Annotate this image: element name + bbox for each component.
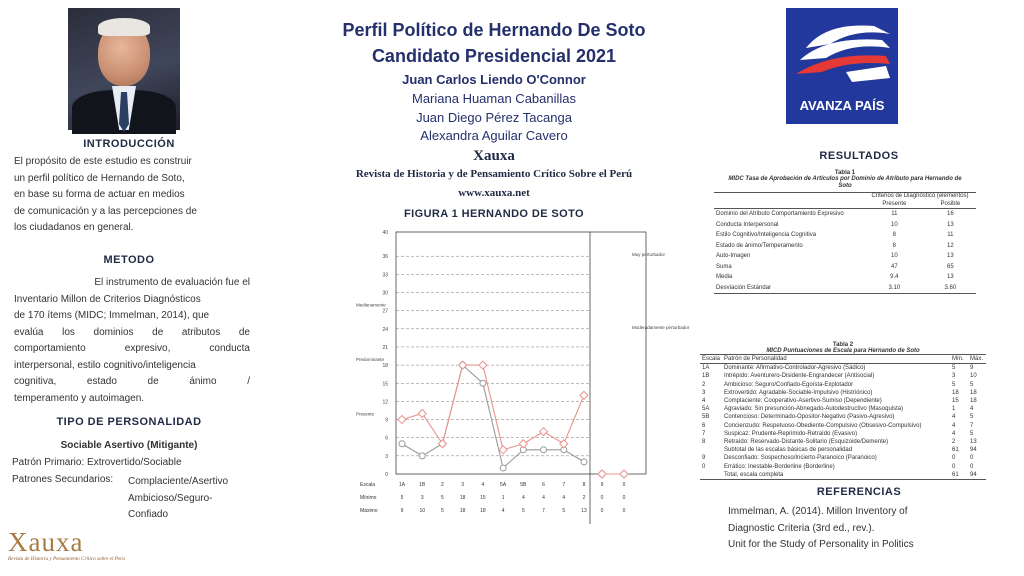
method-heading: METODO <box>103 254 155 266</box>
table-1-row: Media 9.4 13 <box>716 274 954 281</box>
main-author: Juan Carlos Liendo O'Connor <box>402 72 586 87</box>
y-band-label: Medianamente <box>356 302 386 308</box>
data-label: 5 <box>562 508 566 514</box>
x-tick-label: 6 <box>542 482 545 488</box>
y-tick-label: 6 <box>385 435 388 442</box>
data-point-max <box>540 428 548 436</box>
journal-url: www.xauxa.net <box>458 187 530 199</box>
data-point-min <box>541 447 547 453</box>
center-column <box>292 0 696 576</box>
right-band-label: Muy perturbador <box>632 252 666 258</box>
data-label: 4 <box>542 495 545 501</box>
x-tick-label: 4 <box>481 482 485 488</box>
data-label: 15 <box>480 495 486 501</box>
y-tick-label: 40 <box>382 230 388 236</box>
series-line-min <box>402 365 584 468</box>
data-label: 10 <box>419 508 426 514</box>
references-heading: REFERENCIAS <box>816 486 902 498</box>
profile-chart <box>354 224 690 524</box>
journal-name: Xauxa <box>473 148 515 164</box>
intro-heading: INTRODUCCIÓN <box>83 138 175 150</box>
data-label: 18 <box>459 495 466 501</box>
data-label: 5 <box>441 508 444 514</box>
data-point-max <box>438 440 446 448</box>
secondary-patterns-label: Patrones Secundarios: <box>12 474 114 485</box>
table-1-row: Estilo Cognitivo/Inteligencia Cognitiva 8 11 <box>716 232 954 239</box>
poster-title: Perfil Político de Hernando De Soto <box>342 20 646 40</box>
data-label: 2 <box>582 495 586 501</box>
table-1-row: Desviación Estándar 3.10 3.60 <box>714 283 976 294</box>
y-tick-label: 3 <box>385 453 388 460</box>
data-label: 1 <box>501 495 505 501</box>
data-point-min <box>480 380 486 386</box>
table-1-grid: Criterios de Diagnóstico (elementos) Presente Posible Dominio del Atributo Comportamiento Expresivo 11 16 Conducta Interpersonal 10 13 Estilo Cognitivo/Inteligencia Cognitiva 8 11 Estado de ánimo/Temperamento 8 12 Auto-Imagen 10 13 Suma 47 65 Media 9.4 13 Desviación Estándar 3.10 3.60 <box>714 193 976 294</box>
y-tick-label: 21 <box>382 344 388 351</box>
x-tick-label: 1B <box>419 482 426 488</box>
secondary-patterns: Complaciente/Asertivo Ambicioso/Seguro- Confiado <box>128 476 229 520</box>
x-tick-label: 9 <box>600 482 604 488</box>
data-label: 3 <box>420 495 424 501</box>
train-emblem-icon <box>786 8 898 96</box>
xauxa-logo-word: Xauxa <box>8 527 84 557</box>
data-point-max <box>499 446 507 454</box>
series-line-max <box>402 365 584 450</box>
data-label: 7 <box>542 508 545 514</box>
personality-type: Sociable Asertivo (Mitigante) <box>60 440 198 451</box>
primary-pattern: Patrón Primario: Extrovertido/Sociable <box>12 457 182 468</box>
journal-subtitle: Revista de Historia y de Pensamiento Crítico Sobre el Perú <box>355 168 633 180</box>
profile-chart-svg <box>354 224 690 524</box>
figure-title: FIGURA 1 HERNANDO DE SOTO <box>404 208 584 220</box>
x-tick-label: 5A <box>500 482 507 488</box>
data-label: 4 <box>562 495 566 501</box>
table-1: Tabla 1 MIDC Tasa de Aprobación de Artículos por Dominio de Atributo para Hernando de Soto Criterios de Diagnóstico (elementos) Presente Posible Dominio del Atributo Comportamiento Expresivo 11 16 Conducta Interpersonal 10 13 Estilo Cognitivo/Inteligencia Cognitiva 8 11 Estado de ánimo/Temperamento 8 12 Auto-Imagen 10 13 Suma 47 65 Media 9.4 13 Desviación Estándar 3.10 3.60 <box>714 170 976 294</box>
table-2-row: Total, escala completa 61 94 <box>700 471 986 480</box>
series-row-label: Mínimo <box>360 495 377 501</box>
left-column <box>6 4 252 572</box>
data-point-max <box>519 440 527 448</box>
xauxa-logo <box>8 528 168 562</box>
table-2-row: Subtotal de las escalas básicas de personalidad 61 94 <box>724 447 977 454</box>
xauxa-logo-tagline: Revista de Historia y Pensamiento Crítico sobre el Perú <box>8 556 125 562</box>
y-tick-label: 33 <box>382 272 388 279</box>
data-label: 0 <box>622 495 626 501</box>
x-tick-label: 1A <box>398 482 406 488</box>
table-2-row: 7 Suspicaz: Prudente-Reprimido-Retraído (Evasivo) 4 5 <box>702 430 974 437</box>
data-label: 5 <box>441 495 444 501</box>
table-2-row: 5B Contencioso: Determinado-Opositor-Negativo (Pasivo-Agresivo) 4 5 <box>702 414 974 421</box>
co-authors: Mariana Huaman Cabanillas Juan Diego Pérez Tacanga Alexandra Aguilar Cavero <box>411 91 577 143</box>
data-point-max <box>398 416 406 424</box>
data-point-min <box>419 453 425 459</box>
avanza-pais-logo <box>786 8 898 124</box>
portrait-photo <box>68 8 180 130</box>
intro-text: El propósito de este estudio es construir un perfil político de Hernando de Soto, en base su forma de actuar en medios de comunicación y a las percepciones de los ciudadanos en general. <box>14 156 197 233</box>
data-label: 18 <box>459 508 466 514</box>
data-point-min <box>581 459 587 465</box>
table-2-row: 9 Desconfiado: Sospechoso/Incierto-Paranoico (Paranoico) 0 0 <box>702 455 974 462</box>
data-label: 18 <box>480 508 486 514</box>
data-point-max <box>479 361 487 369</box>
table-2-row: 6 Concienzudo: Respetuoso-Obediente-Compulsivo (Obsesivo-Compulsivo) 4 7 <box>702 422 974 429</box>
results-heading: RESULTADOS <box>819 150 899 162</box>
references-text: Immelman, A. (2014). Millon Inventory of Diagnostic Criteria (3rd ed., rev.). Unit for the Study of Personality in Politics <box>728 506 914 550</box>
y-tick-label: 9 <box>385 417 388 424</box>
poster-subtitle: Candidato Presidencial 2021 <box>371 46 617 66</box>
table-2-row: 1A Dominante: Afirmativo-Controlador-Agresivo (Sádico) 5 9 <box>702 365 974 372</box>
table-1-row: Estado de ánimo/Temperamento 8 12 <box>716 242 954 249</box>
data-label: 0 <box>600 508 604 514</box>
y-tick-label: 15 <box>382 381 388 388</box>
data-label: 5 <box>400 495 404 501</box>
x-tick-label: 7 <box>562 482 566 488</box>
y-tick-label: 24 <box>382 326 388 333</box>
x-tick-label: 3 <box>461 482 465 488</box>
personality-heading: TIPO DE PERSONALIDAD <box>56 416 202 428</box>
x-tick-label: 2 <box>441 482 444 488</box>
table-1-row: Conducta Interpersonal 10 13 <box>716 221 954 228</box>
x-tick-label: 8 <box>582 482 586 488</box>
right-band-label: Moderadamente perturbador <box>632 324 690 330</box>
data-point-min <box>399 441 405 447</box>
table-1-row: Auto-Imagen 10 13 <box>716 253 954 260</box>
data-label: 4 <box>521 495 525 501</box>
table-2-row: 4 Complaciente: Cooperativo-Asertivo-Sumiso (Dependiente) 15 18 <box>702 398 977 405</box>
data-label: 4 <box>501 508 505 514</box>
data-label: 5 <box>521 508 525 514</box>
data-point-max <box>580 391 588 399</box>
scale-row-label: Escala <box>360 482 376 488</box>
y-tick-label: 12 <box>382 399 388 406</box>
table-1-row: Suma 47 65 <box>716 263 954 270</box>
y-tick-label: 0 <box>385 472 388 478</box>
table-2-grid: Escala Patrón de Personalidad Mín. Máx. 1A Dominante: Afirmativo-Controlador-Agresivo (Sádico) 5 9 1B Intrépido: Aventurero-Disidente-Engrandecer (Antisocial) 3 10 2 Ambicioso: Seguro/Confiado-Egoísta-Explotador 5 5 3 Extrovertido: Agradable-Sociable-Impulsivo (Histriónico) 18 18 4 Complaciente: Cooperativo-Asertivo-Sumiso (Dependiente) 15 18 5A Agraviado: Sin presunción-Abnegado-Autodestructivo (Masoquista) 1 4 5B Contencioso: Determinado-Opositor-Negativo (Pasivo-Agresivo) 4 5 6 Concienzudo: Respetuoso-Obediente-Compulsivo (Obsesivo-Compulsivo) 4 7 7 Suspicaz: Prudente-Reprimido-Retraído (Evasivo) 4 5 8 Retraído: Reservado-Distante-Solitario (Esquizoide/Demente) 2 13 Subtotal de las escalas básicas de personalidad 61 94 9 Desconfiado: Sospechoso/Incierto-Paranoico (Paranoico) 0 0 0 Errático: Inestable-Borderline (Borderline) 0 0 Total, escala completa 61 94 <box>700 355 986 480</box>
method-text: El instrumento de evaluación fue el Inventario Millon de Criterios Diagnósticos de 170 ítems (MIDC; Immelman, 2014), que evalúa los dominios de atributos de comportamiento expresivo, conducta interpersonal, estilo cognitivo/inteligencia cognitiva, estado de ánimo / temperamento y autoimagen. <box>14 277 250 404</box>
data-label: 0 <box>622 508 626 514</box>
data-label: 9 <box>400 508 404 514</box>
table-2-row: 2 Ambicioso: Seguro/Confiado-Egoísta-Explotador 5 5 <box>702 381 974 388</box>
series-row-label: Máximo <box>360 508 378 514</box>
avanza-pais-logo-text: AVANZA PAÍS <box>799 98 885 113</box>
table-2-row: 5A Agraviado: Sin presunción-Abnegado-Autodestructivo (Masoquista) 1 4 <box>702 406 974 413</box>
x-tick-label: 5B <box>520 482 527 488</box>
data-point-max <box>418 410 426 418</box>
table-2: Tabla 2 MICD Puntuaciones de Escala para Hernando de Soto Escala Patrón de Personalidad Mín. Máx. 1A Dominante: Afirmativo-Controlador-Agresivo (Sádico) 5 9 1B Intrépido: Aventurero-Disidente-Engrandecer (Antisocial) 3 10 2 Ambicioso: Seguro/Confiado-Egoísta-Explotador 5 5 3 Extrovertido: Agradable-Sociable-Impulsivo (Histriónico) 18 18 4 Complaciente: Cooperativo-Asertivo-Sumiso (Dependiente) 15 18 5A Agraviado: Sin presunción-Abnegado-Autodestructivo (Masoquista) 1 4 5B Contencioso: Determinado-Opositor-Negativo (Pasivo-Agresivo) 4 5 6 Concienzudo: Respetuoso-Obediente-Compulsivo (Obsesivo-Compulsivo) 4 7 7 Suspicaz: Prudente-Reprimido-Retraído (Evasivo) 4 5 8 Retraído: Reservado-Distante-Solitario (Esquizoide/Demente) 2 13 Subtotal de las escalas básicas de personalidad 61 94 9 Desconfiado: Sospechoso/Incierto-Paranoico (Paranoico) 0 0 0 Errático: Inestable-Borderline (Borderline) 0 0 Total, escala completa 61 94 <box>700 342 986 480</box>
table-1-row: Dominio del Atributo Comportamiento Expresivo 11 16 <box>716 211 954 218</box>
data-point-max <box>560 440 568 448</box>
y-tick-label: 27 <box>382 308 388 315</box>
table-2-row: 3 Extrovertido: Agradable-Sociable-Impulsivo (Histriónico) 18 18 <box>702 389 977 396</box>
y-tick-label: 18 <box>382 363 388 370</box>
data-point-min <box>500 465 506 471</box>
table-2-row: 0 Errático: Inestable-Borderline (Borderline) 0 0 <box>702 463 974 470</box>
data-point-max <box>620 470 628 478</box>
right-column <box>700 4 1018 572</box>
y-band-label: Presente <box>356 411 375 417</box>
x-tick-label: 0 <box>622 482 626 488</box>
data-label: 13 <box>581 508 587 514</box>
data-label: 0 <box>600 495 604 501</box>
table-2-row: 8 Retraído: Reservado-Distante-Solitario (Esquizoide/Demente) 2 13 <box>702 439 977 446</box>
data-point-max <box>598 470 606 478</box>
y-tick-label: 36 <box>382 254 388 261</box>
table-2-row: 1B Intrépido: Aventurero-Disidente-Engrandecer (Antisocial) 3 10 <box>702 373 977 380</box>
y-tick-label: 30 <box>382 290 388 297</box>
y-band-label: Predominante <box>356 357 385 363</box>
